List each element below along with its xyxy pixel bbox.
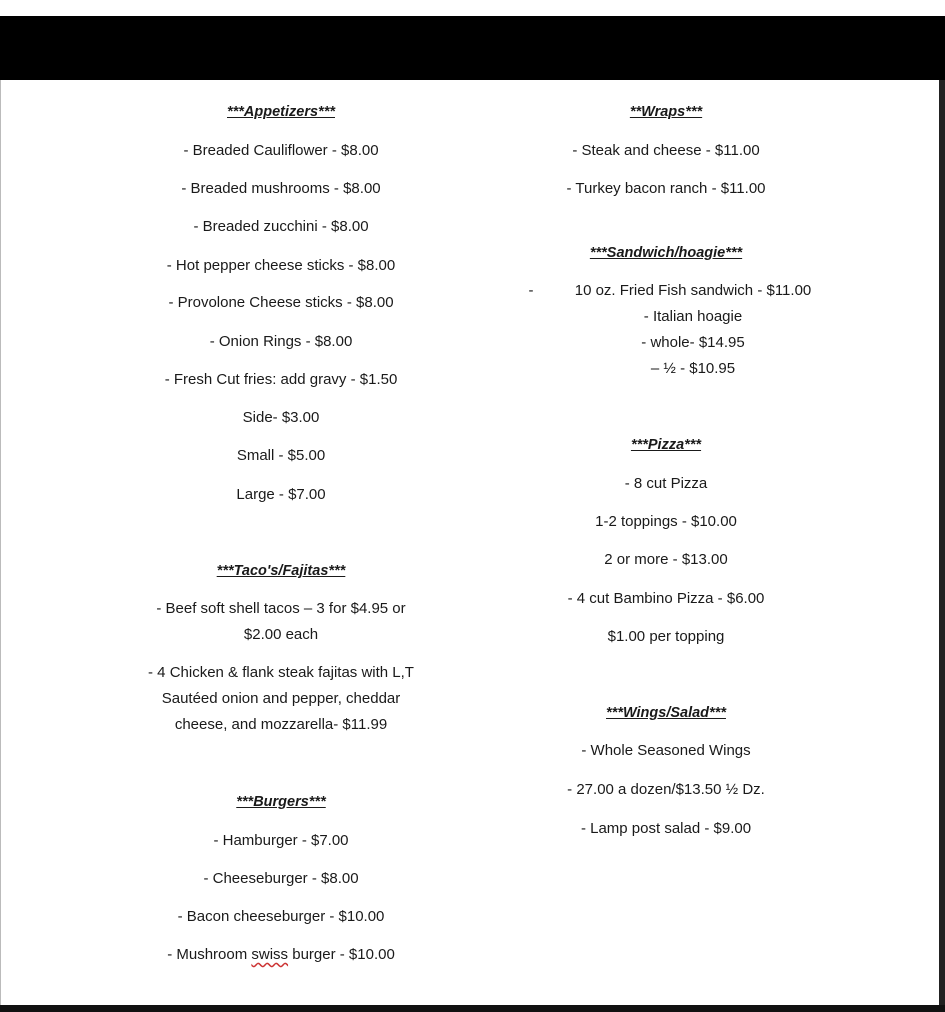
menu-item: - 8 cut Pizza bbox=[624, 475, 708, 492]
burgers-heading: ***Burgers*** bbox=[236, 794, 326, 810]
spellcheck-word: swiss bbox=[251, 946, 289, 963]
left-border bbox=[0, 80, 1, 1005]
pizza-heading: ***Pizza*** bbox=[630, 437, 702, 453]
menu-item: 1-2 toppings - $10.00 bbox=[595, 513, 737, 530]
menu-item: - Turkey bacon ranch - $11.00 bbox=[566, 180, 766, 197]
right-border bbox=[939, 80, 945, 1005]
wraps-heading: **Wraps*** bbox=[629, 104, 703, 120]
menu-item: - Breaded mushrooms - $8.00 bbox=[181, 180, 381, 197]
top-margin bbox=[0, 0, 945, 16]
header-black-bar bbox=[0, 16, 945, 80]
bottom-border bbox=[0, 1005, 945, 1012]
menu-item: - Onion Rings - $8.00 bbox=[209, 333, 353, 350]
menu-item: Small - $5.00 bbox=[236, 447, 326, 464]
tacos-heading: ***Taco's/Fajitas*** bbox=[216, 563, 346, 579]
menu-item: - Provolone Cheese sticks - $8.00 bbox=[168, 294, 394, 311]
menu-item: - Bacon cheeseburger - $10.00 bbox=[177, 908, 385, 925]
menu-item: Sautéed onion and pepper, cheddar bbox=[161, 690, 401, 707]
menu-item: - Hamburger - $7.00 bbox=[213, 832, 349, 849]
menu-item: - Whole Seasoned Wings bbox=[581, 742, 751, 759]
menu-item: 2 or more - $13.00 bbox=[604, 551, 728, 568]
menu-item: - Steak and cheese - $11.00 bbox=[572, 142, 760, 159]
menu-item: - whole- $14.95 bbox=[641, 334, 745, 351]
menu-item: - Breaded Cauliflower - $8.00 bbox=[183, 142, 379, 159]
appetizers-heading: ***Appetizers*** bbox=[227, 104, 335, 120]
menu-item bbox=[167, 946, 395, 964]
menu-item: - 4 cut Bambino Pizza - $6.00 bbox=[567, 590, 765, 607]
wings-heading: ***Wings/Salad*** bbox=[606, 705, 726, 721]
menu-item: - 27.00 a dozen/$13.50 ½ Dz. bbox=[567, 781, 765, 798]
menu-item: - Beef soft shell tacos – 3 for $4.95 or bbox=[156, 600, 406, 617]
menu-item: Side- $3.00 bbox=[242, 409, 320, 426]
menu-item: - Lamp post salad - $9.00 bbox=[580, 820, 752, 837]
sandwich-heading: ***Sandwich/hoagie*** bbox=[589, 245, 743, 261]
menu-item: - 4 Chicken & flank steak fajitas with L,T bbox=[148, 664, 414, 681]
menu-item: $1.00 per topping bbox=[607, 628, 725, 645]
menu-item: 10 oz. Fried Fish sandwich - $11.00 bbox=[574, 282, 812, 299]
item-text: - Mushroom bbox=[167, 946, 252, 963]
menu-item: - Cheeseburger - $8.00 bbox=[203, 870, 359, 887]
menu-item: - Breaded zucchini - $8.00 bbox=[193, 218, 369, 235]
menu-item: - Hot pepper cheese sticks - $8.00 bbox=[166, 257, 396, 274]
menu-item: - Fresh Cut fries: add gravy - $1.50 bbox=[164, 371, 398, 388]
item-text: burger - $10.00 bbox=[288, 946, 395, 963]
menu-item: cheese, and mozzarella- $11.99 bbox=[174, 716, 388, 733]
menu-item: $2.00 each bbox=[243, 626, 319, 643]
menu-item: – ½ - $10.95 bbox=[650, 360, 736, 377]
bullet: - bbox=[528, 282, 534, 299]
menu-item: Large - $7.00 bbox=[236, 486, 326, 503]
menu-item: - Italian hoagie bbox=[643, 308, 743, 325]
